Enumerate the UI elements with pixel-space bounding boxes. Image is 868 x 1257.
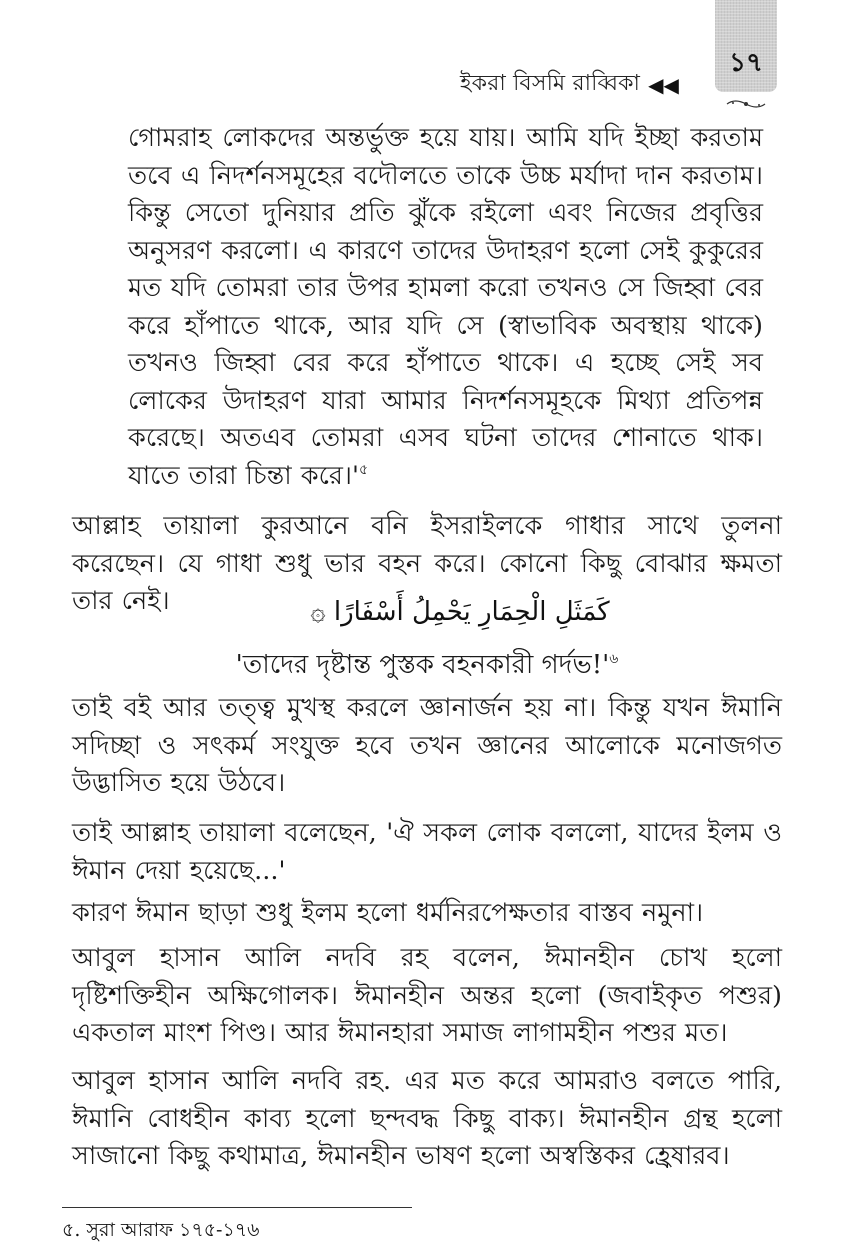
quoted-verse-translation: [128, 120, 763, 495]
quote-text: গোমরাহ লোকদের অন্তর্ভুক্ত হয়ে যায়। আমি যদি ইচ্ছা করতাম তবে এ নিদর্শনসমূহের বদৌলতে তাকে উচ্চ মর্যাদা দান করতাম। কিন্তু সেতো দুনিয়ার প্রতি ঝুঁকে রইলো এবং নিজের প্রবৃত্তির অনুসরণ করলো। এ কারণে তাদের উদাহরণ হলো সেই কুকুরের মত যদি তোমরা তার উপর হামলা করো তখনও সে জিহ্বা বের করে হাঁপাতে থাকে, আর যদি সে (স্বাভাবিক অবস্থায় থাকে) তখনও জিহ্বা বের করে হাঁপাতে থাকে। এ হচ্ছে সেই সব লোকের উদাহরণ যারা আমার নিদর্শনসমূহকে মিথ্যা প্রতিপন্ন করেছে। অতএব তোমরা এসব ঘটনা তাদের শোনাতে থাক। যাতে তারা চিন্তা করে।': [128, 123, 763, 491]
footnote: ৫. সুরা আরাফ ১৭৫-১৭৬: [62, 1219, 260, 1241]
page-number-tab: [715, 0, 777, 92]
ornament-icon: [725, 98, 767, 110]
page-number: ১৭: [729, 48, 763, 78]
paragraph-nadwi-extension: [72, 1063, 782, 1176]
footnote-divider: [62, 1207, 412, 1208]
double-arrow-left-icon: ◀◀: [648, 73, 679, 97]
footnote-marker: ৫: [359, 461, 369, 478]
book-title: ইকরা বিসমি রাব্বিকা: [460, 70, 641, 96]
arabic-verse: كَمَثَلِ الْحِمَارِ يَحْمِلُ أَسْفَارًا ۞: [310, 597, 610, 627]
paragraph-secularism: [72, 895, 782, 933]
running-header: [460, 60, 679, 108]
footnote-marker: ৬: [609, 651, 619, 667]
paragraph-allah-said: [72, 815, 782, 890]
paragraph-text: তাই বই আর তত্ত্ব মুখস্থ করলে জ্ঞানার্জন হয় না। কিন্তু যখন ঈমানি সদিচ্ছা ও সৎকর্ম সংযুক্ত হবে তখন জ্ঞানের আলোকে মনোজগত উদ্ভাসিত হয়ে উঠবে।: [72, 693, 782, 798]
paragraph-text: কারণ ঈমান ছাড়া শুধু ইলম হলো ধর্মনিরপেক্ষতার বাস্তব নমুনা।: [72, 898, 704, 928]
paragraph-nadwi-quote: [72, 940, 782, 1053]
paragraph-knowledge: [72, 690, 782, 803]
verse-translation: [72, 645, 782, 685]
translation-text: 'তাদের দৃষ্টান্ত পুস্তক বহনকারী গর্দভ!': [235, 650, 610, 680]
paragraph-text: আবুল হাসান আলি নদবি রহ বলেন, ঈমানহীন চোখ হলো দৃষ্টিশক্তিহীন অক্ষিগোলক। ঈমানহীন অন্তর হলো (জবাইকৃত পশুর) একতাল মাংশ পিণ্ড। আর ঈমানহারা সমাজ লাগামহীন পশুর মত।: [72, 943, 782, 1048]
paragraph-text: আবুল হাসান আলি নদবি রহ. এর মত করে আমরাও বলতে পারি, ঈমানি বোধহীন কাব্য হলো ছন্দবদ্ধ কিছু বাক্য। ঈমানহীন গ্রন্থ হলো সাজানো কিছু কথামাত্র, ঈমানহীন ভাষণ হলো অস্বস্তিকর হ্রেষারব।: [72, 1066, 782, 1171]
paragraph-text: তাই আল্লাহ তায়ালা বলেছেন, 'ঐ সকল লোক বললো, যাদের ইলম ও ঈমান দেয়া হয়েছে...': [72, 818, 782, 886]
paragraph-text: আল্লাহ তায়ালা কুরআনে বনি ইসরাইলকে গাধার সাথে তুলনা করেছেন। যে গাধা শুধু ভার বহন করে। কোনো কিছু বোঝার ক্ষমতা তার নেই।: [72, 511, 782, 616]
